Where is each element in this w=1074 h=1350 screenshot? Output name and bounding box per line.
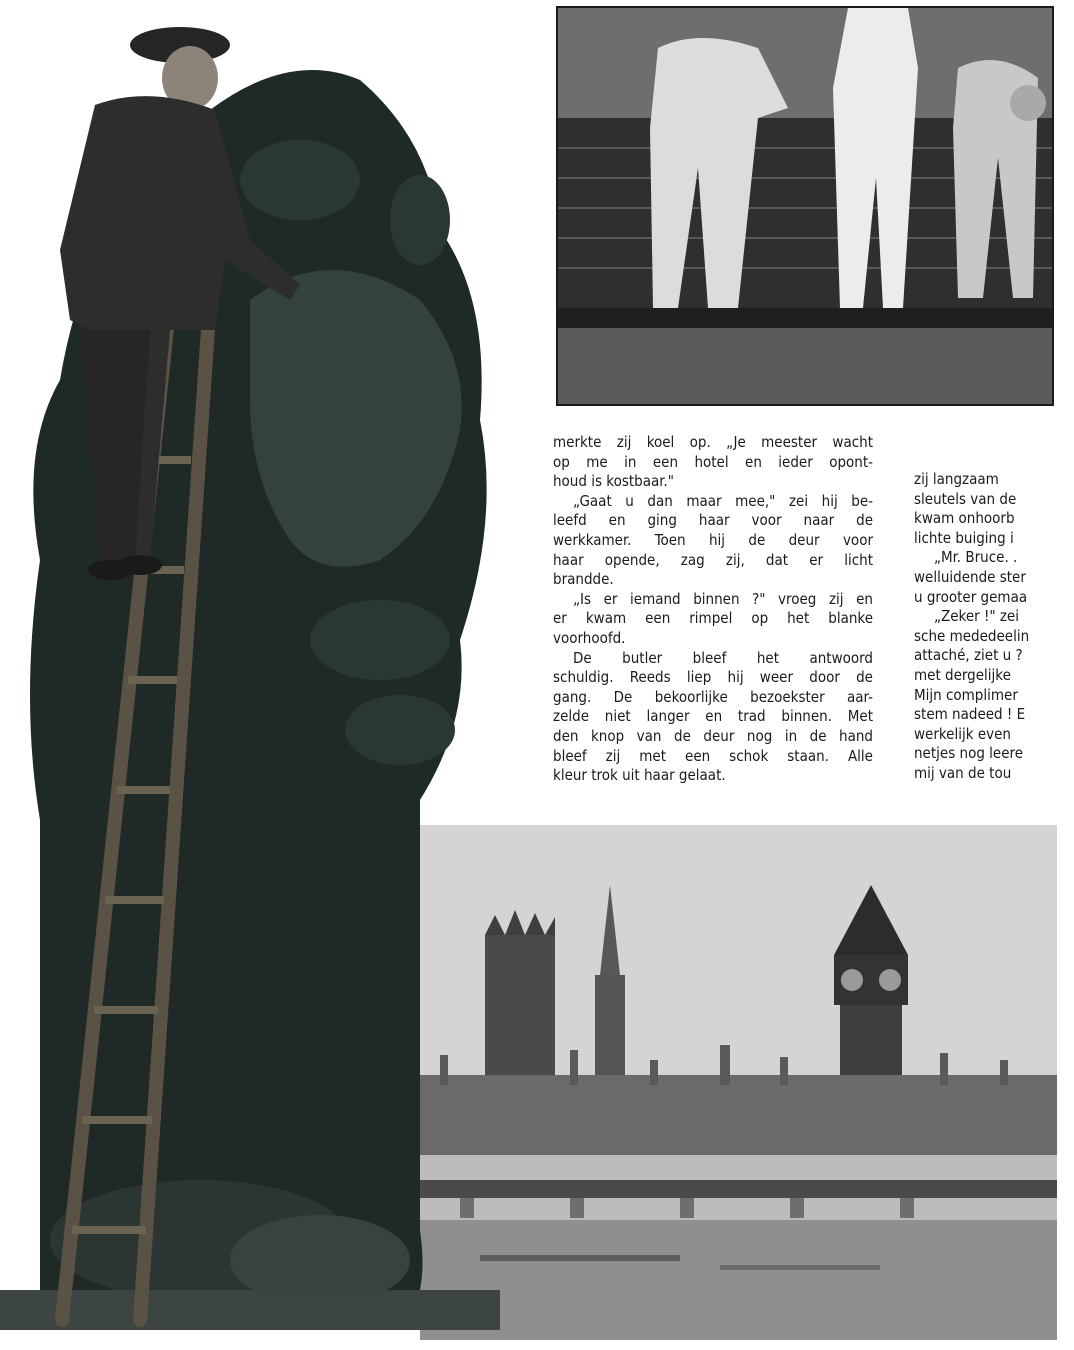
text-line: haar opende, zag zij, dat er licht xyxy=(553,550,873,569)
text-line: houd is kostbaar." xyxy=(553,472,674,491)
skyline-illustration xyxy=(420,825,1057,1340)
text-line: brandde. xyxy=(553,570,614,589)
text-line: zelde niet langer en trad binnen. Met xyxy=(553,707,873,726)
text-line: op me in een hotel en ieder opont- xyxy=(553,452,873,471)
text-line: welluidende ster xyxy=(914,567,1026,586)
text-line: den knop van de deur nog in de hand xyxy=(553,726,873,745)
text-line: sche mededeelin xyxy=(914,626,1030,645)
text-line: stem nadeed ! E xyxy=(914,705,1026,724)
text-line: bleef zij met een schok staan. Alle xyxy=(553,746,873,765)
text-line: De butler bleef het antwoord xyxy=(573,648,873,667)
text-line: voorhoofd. xyxy=(553,628,626,647)
text-line: gang. De bekoorlijke bezoekster aar- xyxy=(553,687,873,706)
text-line: met dergelijke xyxy=(914,665,1011,684)
text-line: netjes nog leere xyxy=(914,744,1024,763)
text-line: attaché, ziet u ? xyxy=(914,646,1023,665)
london-parliament-photo xyxy=(420,825,1057,1340)
text-line: „Zeker !" zei xyxy=(934,607,1019,626)
text-line: lichte buiging i xyxy=(914,528,1014,547)
article-column-right xyxy=(914,470,1074,784)
sailors-photo xyxy=(556,6,1054,406)
text-line: kleur trok uit haar gelaat. xyxy=(553,766,726,785)
article-column-middle xyxy=(553,433,873,786)
lion-statue-photo xyxy=(0,0,500,1330)
text-line: schuldig. Reeds liep hij weer door de xyxy=(553,668,873,687)
text-line: kwam onhoorb xyxy=(914,509,1015,528)
text-line: sleutels van de xyxy=(914,489,1017,508)
text-line: „Gaat u dan maar mee," zei hij be- xyxy=(573,491,873,510)
text-line: zij langzaam xyxy=(914,470,999,488)
text-line: er kwam een rimpel op het blanke xyxy=(553,609,873,628)
text-line: u grooter gemaa xyxy=(914,587,1028,606)
sailors-illustration xyxy=(558,8,1052,404)
text-line: merkte zij koel op. „Je meester wacht xyxy=(553,433,873,451)
lion-illustration xyxy=(0,0,500,1330)
text-line: mij van de tou xyxy=(914,763,1012,782)
text-line: Mijn complimer xyxy=(914,685,1018,704)
text-line: leefd en ging haar voor naar de xyxy=(553,511,873,530)
text-line: werkkamer. Toen hij de deur voor xyxy=(553,530,873,549)
text-line: „Is er iemand binnen ?" vroeg zij en xyxy=(573,589,873,608)
text-line: „Mr. Bruce. . xyxy=(934,548,1018,567)
text-line: werkelijk even xyxy=(914,724,1011,743)
article-column-right-clip xyxy=(914,470,1057,782)
